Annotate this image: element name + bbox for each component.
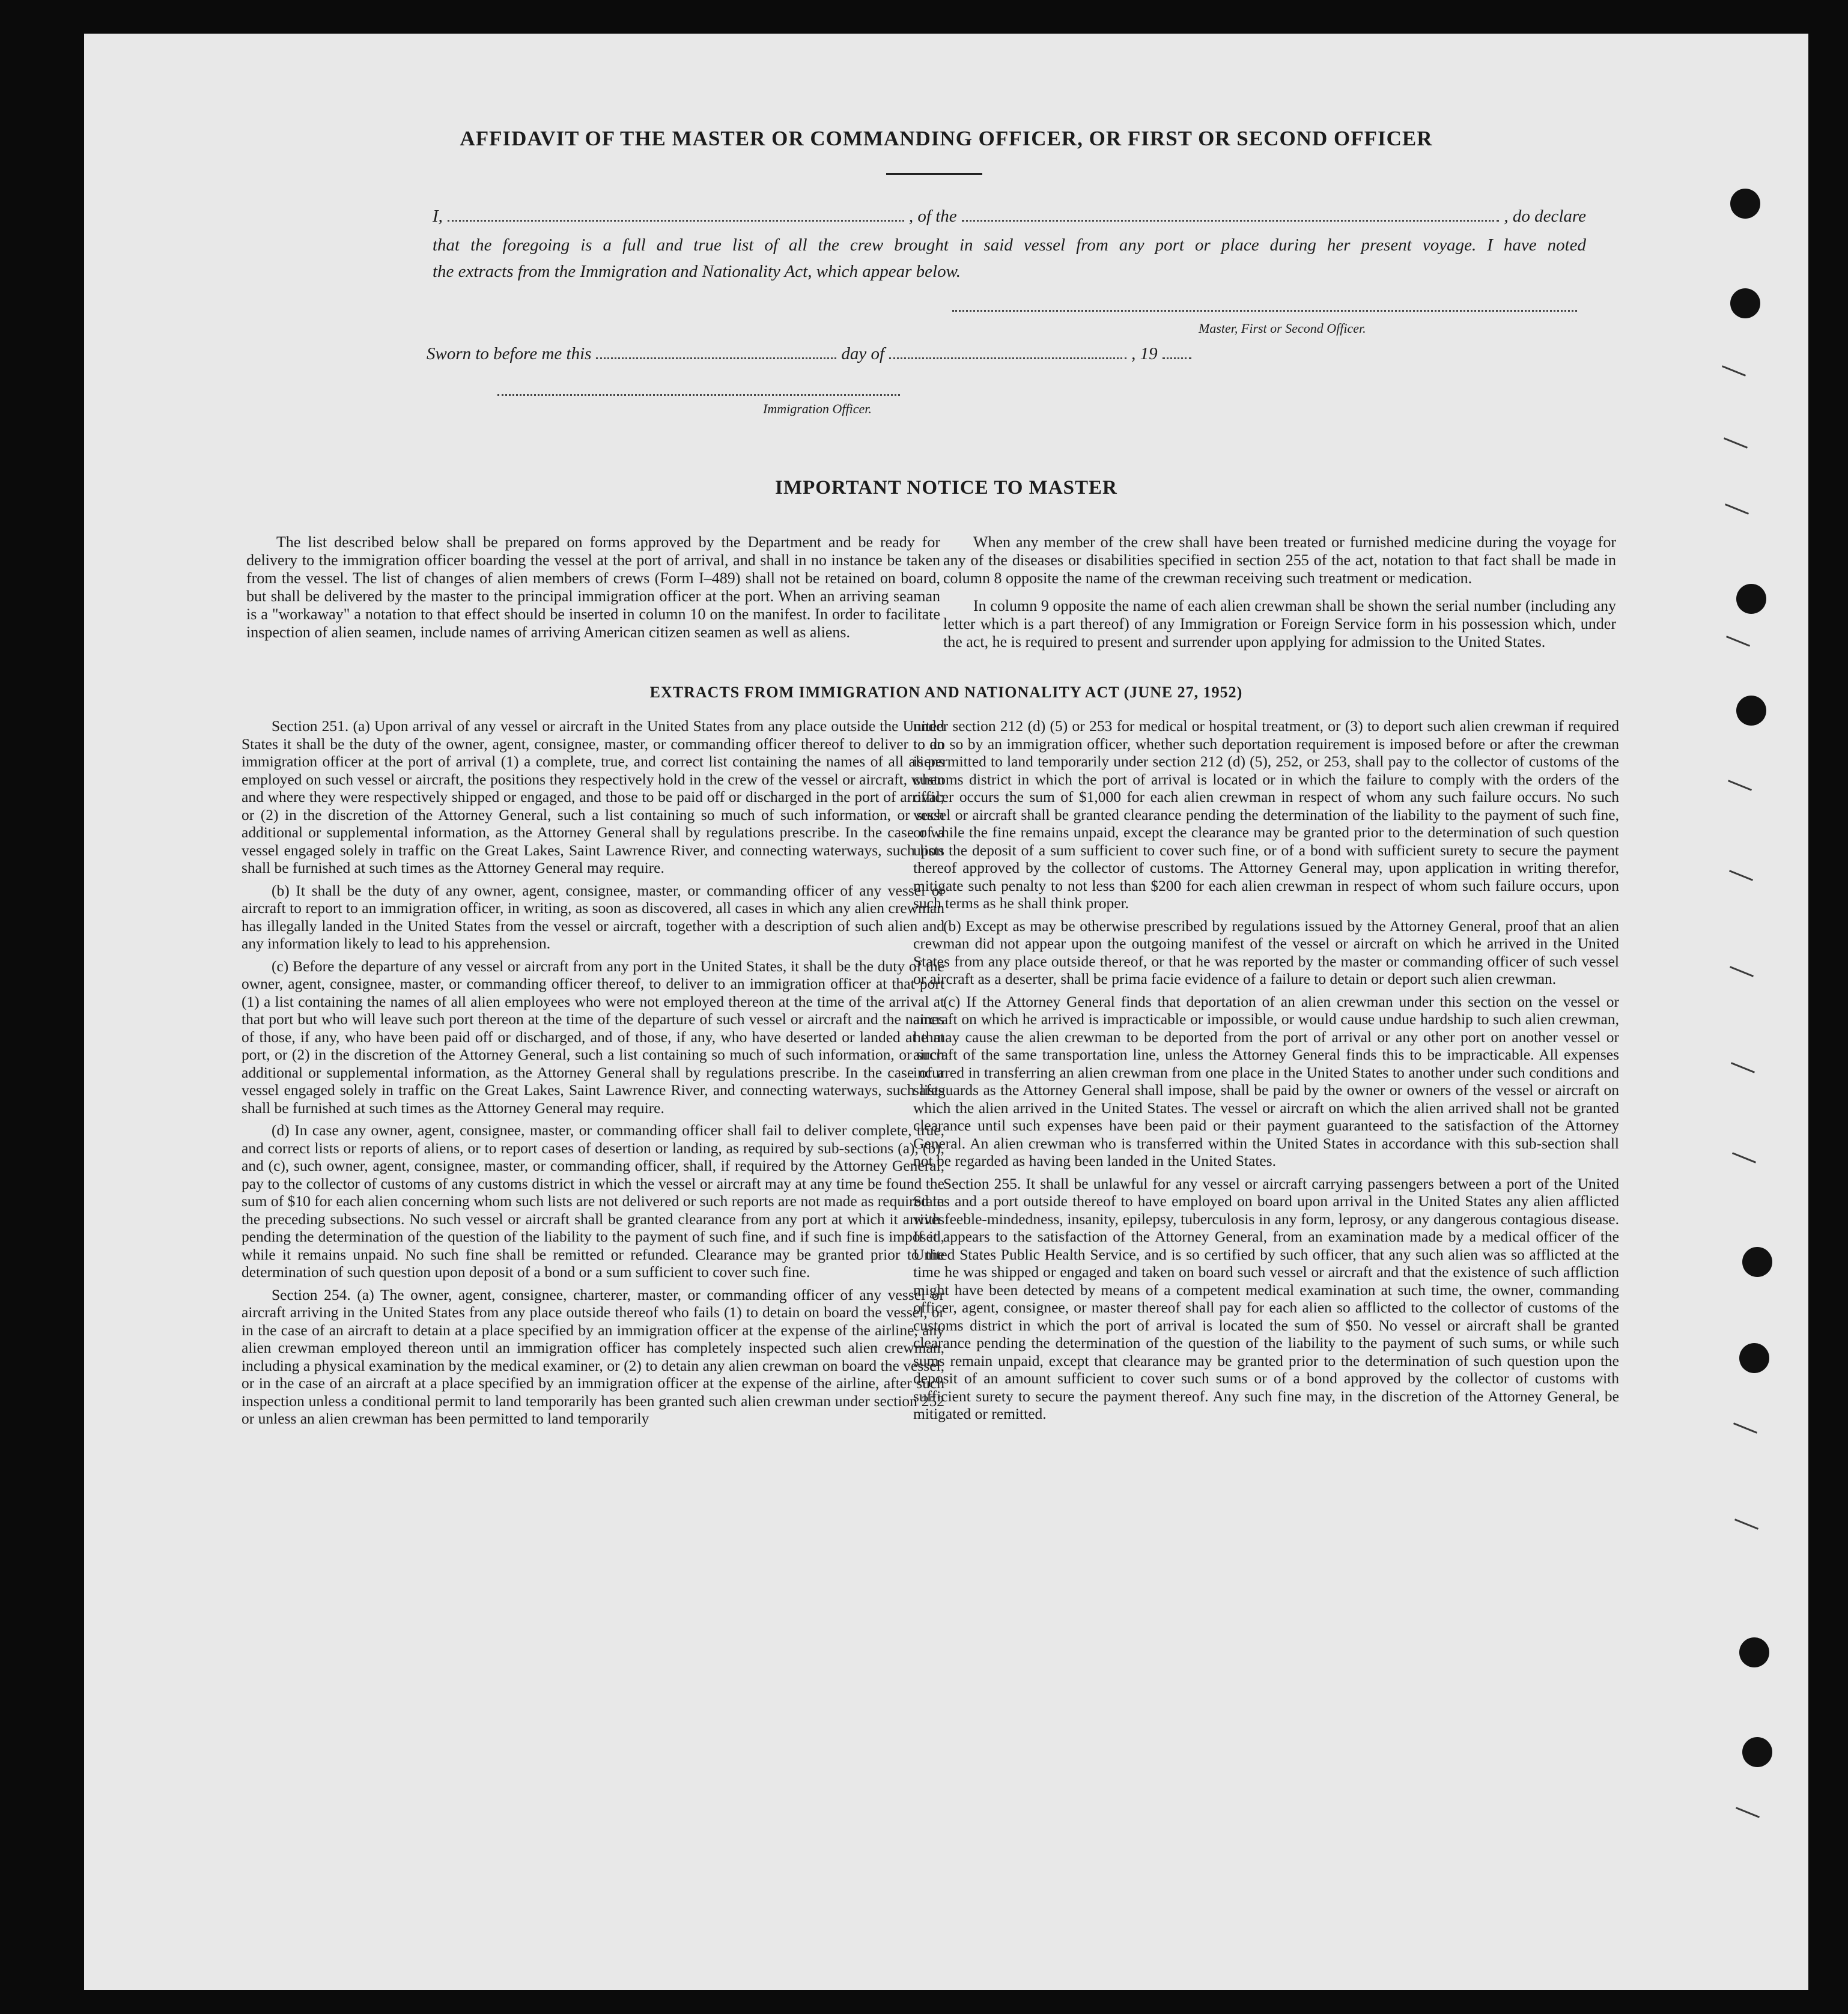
notice-right-column	[943, 533, 1616, 661]
title-rule	[886, 173, 982, 175]
edge-mark	[1733, 1422, 1757, 1434]
edge-mark	[1731, 1062, 1755, 1073]
name-blank[interactable]	[448, 205, 904, 222]
punch-hole	[1742, 1247, 1772, 1277]
punch-hole	[1730, 288, 1760, 318]
edge-mark	[1729, 870, 1753, 881]
day-of-label: day of	[841, 344, 885, 363]
punch-hole	[1742, 1737, 1772, 1767]
notice-paragraph: The list described below shall be prepared on forms approved by the Department and be ready for delivery to the immigration officer boarding the vessel at the port of arrival, and shall in no instance be taken from the vessel. The list of changes of alien members of crews (Form I–489) shall not be retained on board, but shall be delivered by the master to the principal immigration officer at the port. When an arriving seaman is a "workaway" a notation to that effect should be inserted in column 10 on the manifest. In order to facilitate inspection of alien seamen, include names of arriving American citizen seamen as well as aliens.	[246, 533, 940, 641]
of-the-label: , of the	[908, 207, 957, 226]
notice-paragraph: When any member of the crew shall have been treated or furnished medicine during the voyage for any of the diseases or disabilities specified in section 255 of the act, notation to that fact shall be made in column 8 opposite the name of the crewman receiving such treatment or medication.	[943, 533, 1616, 587]
immigration-officer-caption: Immigration Officer.	[763, 401, 872, 416]
extract-paragraph: (c) Before the departure of any vessel or aircraft from any port in the United States, it shall be the duty of the owner, agent, consignee, master, or commanding officer thereof, to deliver to an immigration officer at that port (1) a list containing the names of all alien employees who were not employed thereon at the time of the arrival at that port but who will leave such port thereon at the time of the departure of such vessel or aircraft and the names of those, if any, who have been paid off or discharged, and of those, if any, who have deserted or landed at that port, or (2) in the discretion of the Attorney General, such a list containing so much of such information, or such additional or supplemental information, as the Attorney General shall by regulations prescribe. In the case of a vessel engaged solely in traffic on the Great Lakes, Saint Lawrence River, and connecting waterways, such lists shall be furnished at such times as the Attorney General may require.	[242, 957, 944, 1117]
master-signature-line[interactable]	[952, 310, 1577, 312]
edge-mark	[1734, 1518, 1758, 1530]
punch-hole	[1739, 1343, 1769, 1373]
sworn-label: Sworn to before me this	[427, 344, 592, 363]
master-caption: Master, First or Second Officer.	[1199, 321, 1366, 336]
immigration-officer-signature-line[interactable]	[497, 394, 900, 396]
sworn-year-blank[interactable]	[1163, 343, 1191, 359]
sworn-row	[427, 343, 1196, 364]
extracts-heading: EXTRACTS FROM IMMIGRATION AND NATIONALITY ACT (JUNE 27, 1952)	[649, 684, 1243, 701]
punch-hole	[1730, 189, 1760, 219]
declaration-first-line	[433, 203, 1586, 229]
punch-hole	[1736, 584, 1766, 614]
notice-left-column	[246, 533, 940, 651]
extract-paragraph: (b) It shall be the duty of any owner, agent, consignee, master, or commanding officer of any vessel or aircraft to report to an immigration officer, in writing, as soon as discovered, all cases in which any alien crewman has illegally landed in the United States from the vessel or aircraft, together with a description of such alien and any information likely to lead to his apprehension.	[242, 881, 944, 952]
extract-paragraph: Section 255. It shall be unlawful for any vessel or aircraft carrying passengers between a port of the United States and a port outside thereof to have employed on board upon arrival in the United States any alien afflicted with feeble-mindedness, insanity, epilepsy, tuberculosis in any form, leprosy, or any dangerous contagious disease. If it appears to the satisfaction of the Attorney General, from an examination made by a medical officer of the United States Public Health Service, and is so certified by such officer, that any such alien was so afflicted at the time he was shipped or engaged and taken on board such vessel or aircraft and that the existence of such affliction might have been detected by means of a competent medical examination at such time, the owner, commanding officer, agent, consignee, or master thereof shall pay for each alien so afflicted to the collector of customs of the customs district in which the port of arrival is located the sum of $50. No vessel or aircraft shall be granted clearance pending the determination of the question of the liability to the payment of such sums, or while such sums remain unpaid, except that clearance may be granted prior to the determination of such question upon the deposit of an amount sufficient to cover such sums or of a bond approved by the collector of customs with sufficient surety to secure the payment thereof. Any such fine may, in the discretion of the Attorney General, be mitigated or remitted.	[913, 1174, 1619, 1422]
edge-mark	[1730, 966, 1754, 977]
extract-paragraph: Section 254. (a) The owner, agent, consignee, charterer, master, or commanding officer of any vessel or aircraft arriving in the United States from any place outside thereof who fails (1) to detain on board the vessel, or in the case of an aircraft to detain at a place specified by an immigration officer at the expense of the airline, any alien crewman employed thereon until an immigration officer has completely inspected such alien crewman, including a physical examination by the medical examiner, or (2) to detain any alien crewman on board the vessel, or in the case of an aircraft at a place specified by an immigration officer at the expense of the airline, after such inspection unless a conditional permit to land temporarily has been granted such alien crewman under section 252 or unless an alien crewman has been permitted to land temporarily	[242, 1285, 944, 1427]
edge-mark	[1732, 1152, 1756, 1163]
declaration-text-line-2: the extracts from the Immigration and Nationality Act, which appear below.	[433, 262, 961, 281]
affidavit-title: AFFIDAVIT OF THE MASTER OR COMMANDING OFFICER, OR FIRST OR SECOND OFFICER	[460, 127, 1433, 150]
extract-paragraph: Section 251. (a) Upon arrival of any vessel or aircraft in the United States from any place outside the United States it shall be the duty of the owner, agent, consignee, master, or commanding officer thereof to deliver to an immigration officer at the port of arrival (1) a complete, true, and correct list containing the names of all aliens employed on such vessel or aircraft, the positions they respectively hold in the crew of the vessel or aircraft, when and where they were respectively shipped or engaged, and those to be paid off or discharged in the port of arrival; or (2) in the discretion of the Attorney General, such a list containing so much of such information, or such additional or supplemental information, as the Attorney General shall by regulations prescribe. In the case of a vessel engaged solely in traffic on the Great Lakes, Saint Lawrence River, and connecting waterways, such lists shall be furnished at such times as the Attorney General may require.	[242, 717, 944, 876]
year-label: , 19	[1131, 344, 1158, 363]
i-label: I,	[433, 207, 443, 226]
punch-hole	[1736, 696, 1766, 726]
extract-paragraph: under section 212 (d) (5) or 253 for medical or hospital treatment, or (3) to deport such alien crewman if required to do so by an immigration officer, whether such deportation requirement is imposed before or after the crewman is permitted to land temporarily under section 212 (d) (5), 252, or 253, shall pay to the collector of customs of the customs district in which the port of arrival is located or in which the failure to comply with the orders of the officer occurs the sum of $1,000 for each alien crewman in respect of whom any such failure occurs. No such vessel or aircraft shall be granted clearance pending the determination of the liability to the payment of such fine, or while the fine remains unpaid, except the clearance may be granted prior to the determination of such question upon the deposit of a sum sufficient to cover such fine, or of a bond with sufficient surety to secure the payment thereof approved by the collector of customs. The Attorney General may, upon application in writing therefor, mitigate such penalty to not less than $200 for each alien crewman in respect of whom such failure occurs, upon such terms as he shall think proper.	[913, 717, 1619, 912]
extract-paragraph: (c) If the Attorney General finds that deportation of an alien crewman under this section on the vessel or aircraft on which he arrived is impracticable or impossible, or would cause undue hardship to such alien crewman, he may cause the alien crewman to be deported from the port of arrival or any other port on another vessel or aircraft of the same transportation line, unless the Attorney General finds this to be impracticable. All expenses incurred in transferring an alien crewman from one place in the United States to another under such conditions and safeguards as the Attorney General shall impose, shall be paid by the owner or owners of the vessel or aircraft on which the alien arrived in the United States. The vessel or aircraft on which the alien arrived shall not be granted clearance until such expenses have been paid or their payment guaranteed to the satisfaction of the Attorney General. An alien crewman who is transferred within the United States in accordance with this sub-section shall not be regarded as having been landed in the United States.	[913, 992, 1619, 1169]
edge-mark	[1722, 365, 1746, 377]
edge-mark	[1726, 635, 1750, 647]
sworn-month-blank[interactable]	[889, 343, 1126, 359]
do-declare-label: , do declare	[1504, 207, 1586, 226]
punch-hole	[1739, 1637, 1769, 1667]
form-page	[84, 34, 1808, 1990]
edge-mark	[1725, 503, 1749, 515]
edge-mark	[1728, 780, 1752, 791]
vessel-blank[interactable]	[962, 205, 1500, 222]
extracts-right-column	[913, 717, 1619, 1428]
notice-paragraph: In column 9 opposite the name of each alien crewman shall be shown the serial number (including any letter which is a part thereof) of any Immigration or Foreign Service form in his possession which, under the act, he is required to present and surrender upon applying for admission to the United States.	[943, 597, 1616, 651]
edge-mark	[1724, 437, 1748, 449]
edge-mark	[1736, 1807, 1760, 1818]
extracts-left-column	[242, 717, 944, 1433]
sworn-day-blank[interactable]	[596, 343, 836, 359]
extract-paragraph: (b) Except as may be otherwise prescribed by regulations issued by the Attorney General, proof that an alien crewman did not appear upon the outgoing manifest of the vessel or aircraft on which he arrived in the United States from any place outside thereof, or that he was reported by the master or commanding officer of such vessel or aircraft as a deserter, shall be prima facie evidence of a failure to detain or deport such alien crewman.	[913, 917, 1619, 987]
notice-heading: IMPORTANT NOTICE TO MASTER	[775, 477, 1117, 499]
declaration-text-line-1: that the foregoing is a full and true list of all the crew brought in said vessel from any port or place during her present voyage. I have noted	[433, 235, 1586, 255]
extract-paragraph: (d) In case any owner, agent, consignee, master, or commanding officer shall fail to deliver complete, true, and correct lists or reports of aliens, or to report cases of desertion or landing, as required by sub-sections (a), (b), and (c), such owner, agent, consignee, master, or commanding officer, shall, if required by the Attorney General, pay to the collector of customs of any customs district in which the vessel or aircraft may at any time be found the sum of $10 for each alien concerning whom such lists are not delivered or such reports are not made as required in the preceding subsections. No such vessel or aircraft shall be granted clearance from any port at which it arrives pending the determination of the question of the liability to the payment of such fine, and if such fine is imposed, while it remains unpaid. No such fine shall be remitted or refunded. Clearance may be granted prior to the determination of such question upon deposit of a bond or a sum sufficient to cover such fine.	[242, 1121, 944, 1281]
